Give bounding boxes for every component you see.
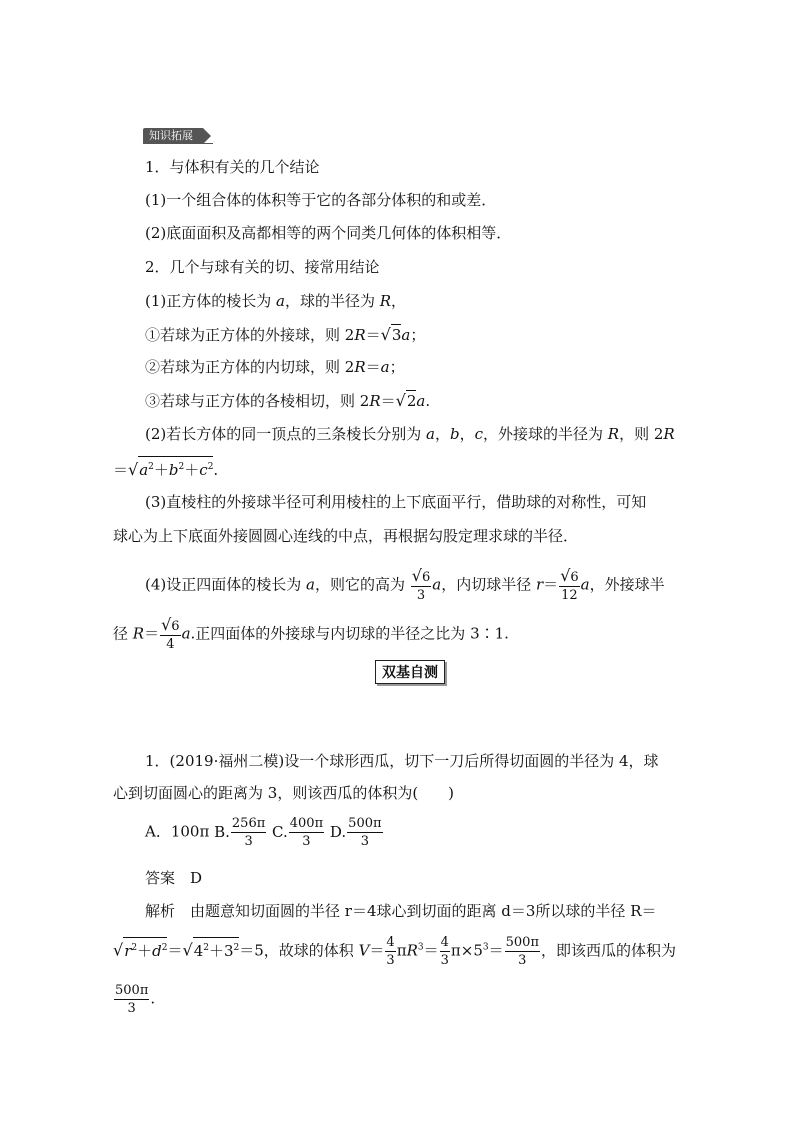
text: (2)若长方体的同一顶点的三条棱长分别为 [145,425,422,443]
question-line-1: 1．(2019·福州二模)设一个球形西瓜，切下一刀后所得切面圆的半径为 4，球 [145,752,659,770]
para-7-cont: $=√a^2+b^2+c^2$. [113,456,218,480]
text: ③若球与正方体的各棱相切，则 2 [145,392,370,410]
section-label: 双基自测 [375,660,445,684]
text: ，即该西瓜的体积为 [540,941,676,960]
answer-line [145,868,202,888]
text: B. [214,822,230,841]
text: ，内切球半径 [441,575,532,594]
fraction: $\frac{√6}{3}$ [411,566,431,603]
heading-2: 2．几个与球有关的切、接常用结论 [145,258,380,276]
section-tag: 知识拓展 [143,128,203,144]
para-8: (3)直棱柱的外接球半径可利用棱柱的上下底面平行，借助球的对称性，可知 [145,493,647,511]
tag-underline [143,143,213,144]
text: ，球的半径为 [284,292,375,310]
para-2: (2)底面面积及高都相等的两个同类几何体的体积相等． [145,224,512,242]
fraction: $\frac{√6}{4}$ [161,615,180,652]
solution-line-2: $√r^2+d^2=√4^2+3^2=5$，故球的体积 V＝ $\frac{4}{3}$ $\pi R^3=$ $\frac{4}{3}$ $\pi\times 5^3=$ $\frac{500\pi}{3}$ ，即该西瓜的体积为 [113,935,676,968]
fraction: $\frac{√6}{12}$ [560,566,579,603]
para-10: (4)设正四面体的棱长为 a，则它的高为 $\frac{√6}{3}$ a，内切球半径 r＝ $\frac{√6}{12}$ a，外接球半 [145,566,665,603]
text: ②若球为正方体的内切球，则 2 [145,358,355,376]
text: D. [329,822,347,841]
option-a: A．100π [145,822,210,841]
option-b: B. $\frac{256\pi}{3}$ [214,816,266,849]
solution-line-3: $\frac{500\pi}{3}$ . [115,983,156,1016]
text: ，则它的高为 [314,575,405,594]
text: 由题意知切面圆的半径 r＝4球心到切面的距离 d＝3所以球的半径 R＝ [190,902,657,920]
para-6: ③若球与正方体的各棱相切，则 2R＝√2a. [145,391,431,410]
para-9: 球心为上下底面外接圆圆心连线的中点，再根据勾股定理求球的半径． [113,527,579,545]
text: 径 [113,624,129,643]
text: C. [272,822,288,841]
answer-label: 答案 [145,869,176,887]
para-7: (2)若长方体的同一顶点的三条棱长分别为 a，b，c，外接球的半径为 R，则 2R [145,425,675,443]
para-4: ①若球为正方体的外接球，则 2R＝√3a； [145,325,426,344]
para-3: (1)正方体的棱长为 a，球的半径为 R， [145,292,407,310]
text: ，外接球半 [589,575,665,594]
para-11: 径 R＝ $\frac{√6}{4}$ a.正四面体的外接球与内切球的半径之比为 3∶1. [113,615,509,652]
text: ①若球为正方体的外接球，则 2 [145,326,355,344]
para-1: (1)一个组合体的体积等于它的各部分体积的和或差． [145,191,497,209]
question-line-2: 心到切面圆心的距离为 3，则该西瓜的体积为( ) [113,784,455,802]
solution-line-1 [145,901,657,921]
text: ＝5，故球的体积 [239,941,354,960]
options [145,815,384,850]
answer-value: D [190,869,203,887]
heading-1: 1．与体积有关的几个结论 [145,158,320,176]
text: (1)正方体的棱长为 [145,292,272,310]
text: ，外接球的半径为 [483,425,604,443]
option-d: D. $\frac{500\pi}{3}$ [329,816,382,849]
text: (4)设正四面体的棱长为 [145,575,302,594]
text: .正四面体的外接球与内切球的半径之比为 3∶1. [190,624,509,643]
para-5: ②若球为正方体的内切球，则 2R＝a； [145,358,405,376]
solution-label: 解析 [145,902,176,920]
text: ，则 2 [619,425,664,443]
option-c: C. $\frac{400\pi}{3}$ [272,816,324,849]
